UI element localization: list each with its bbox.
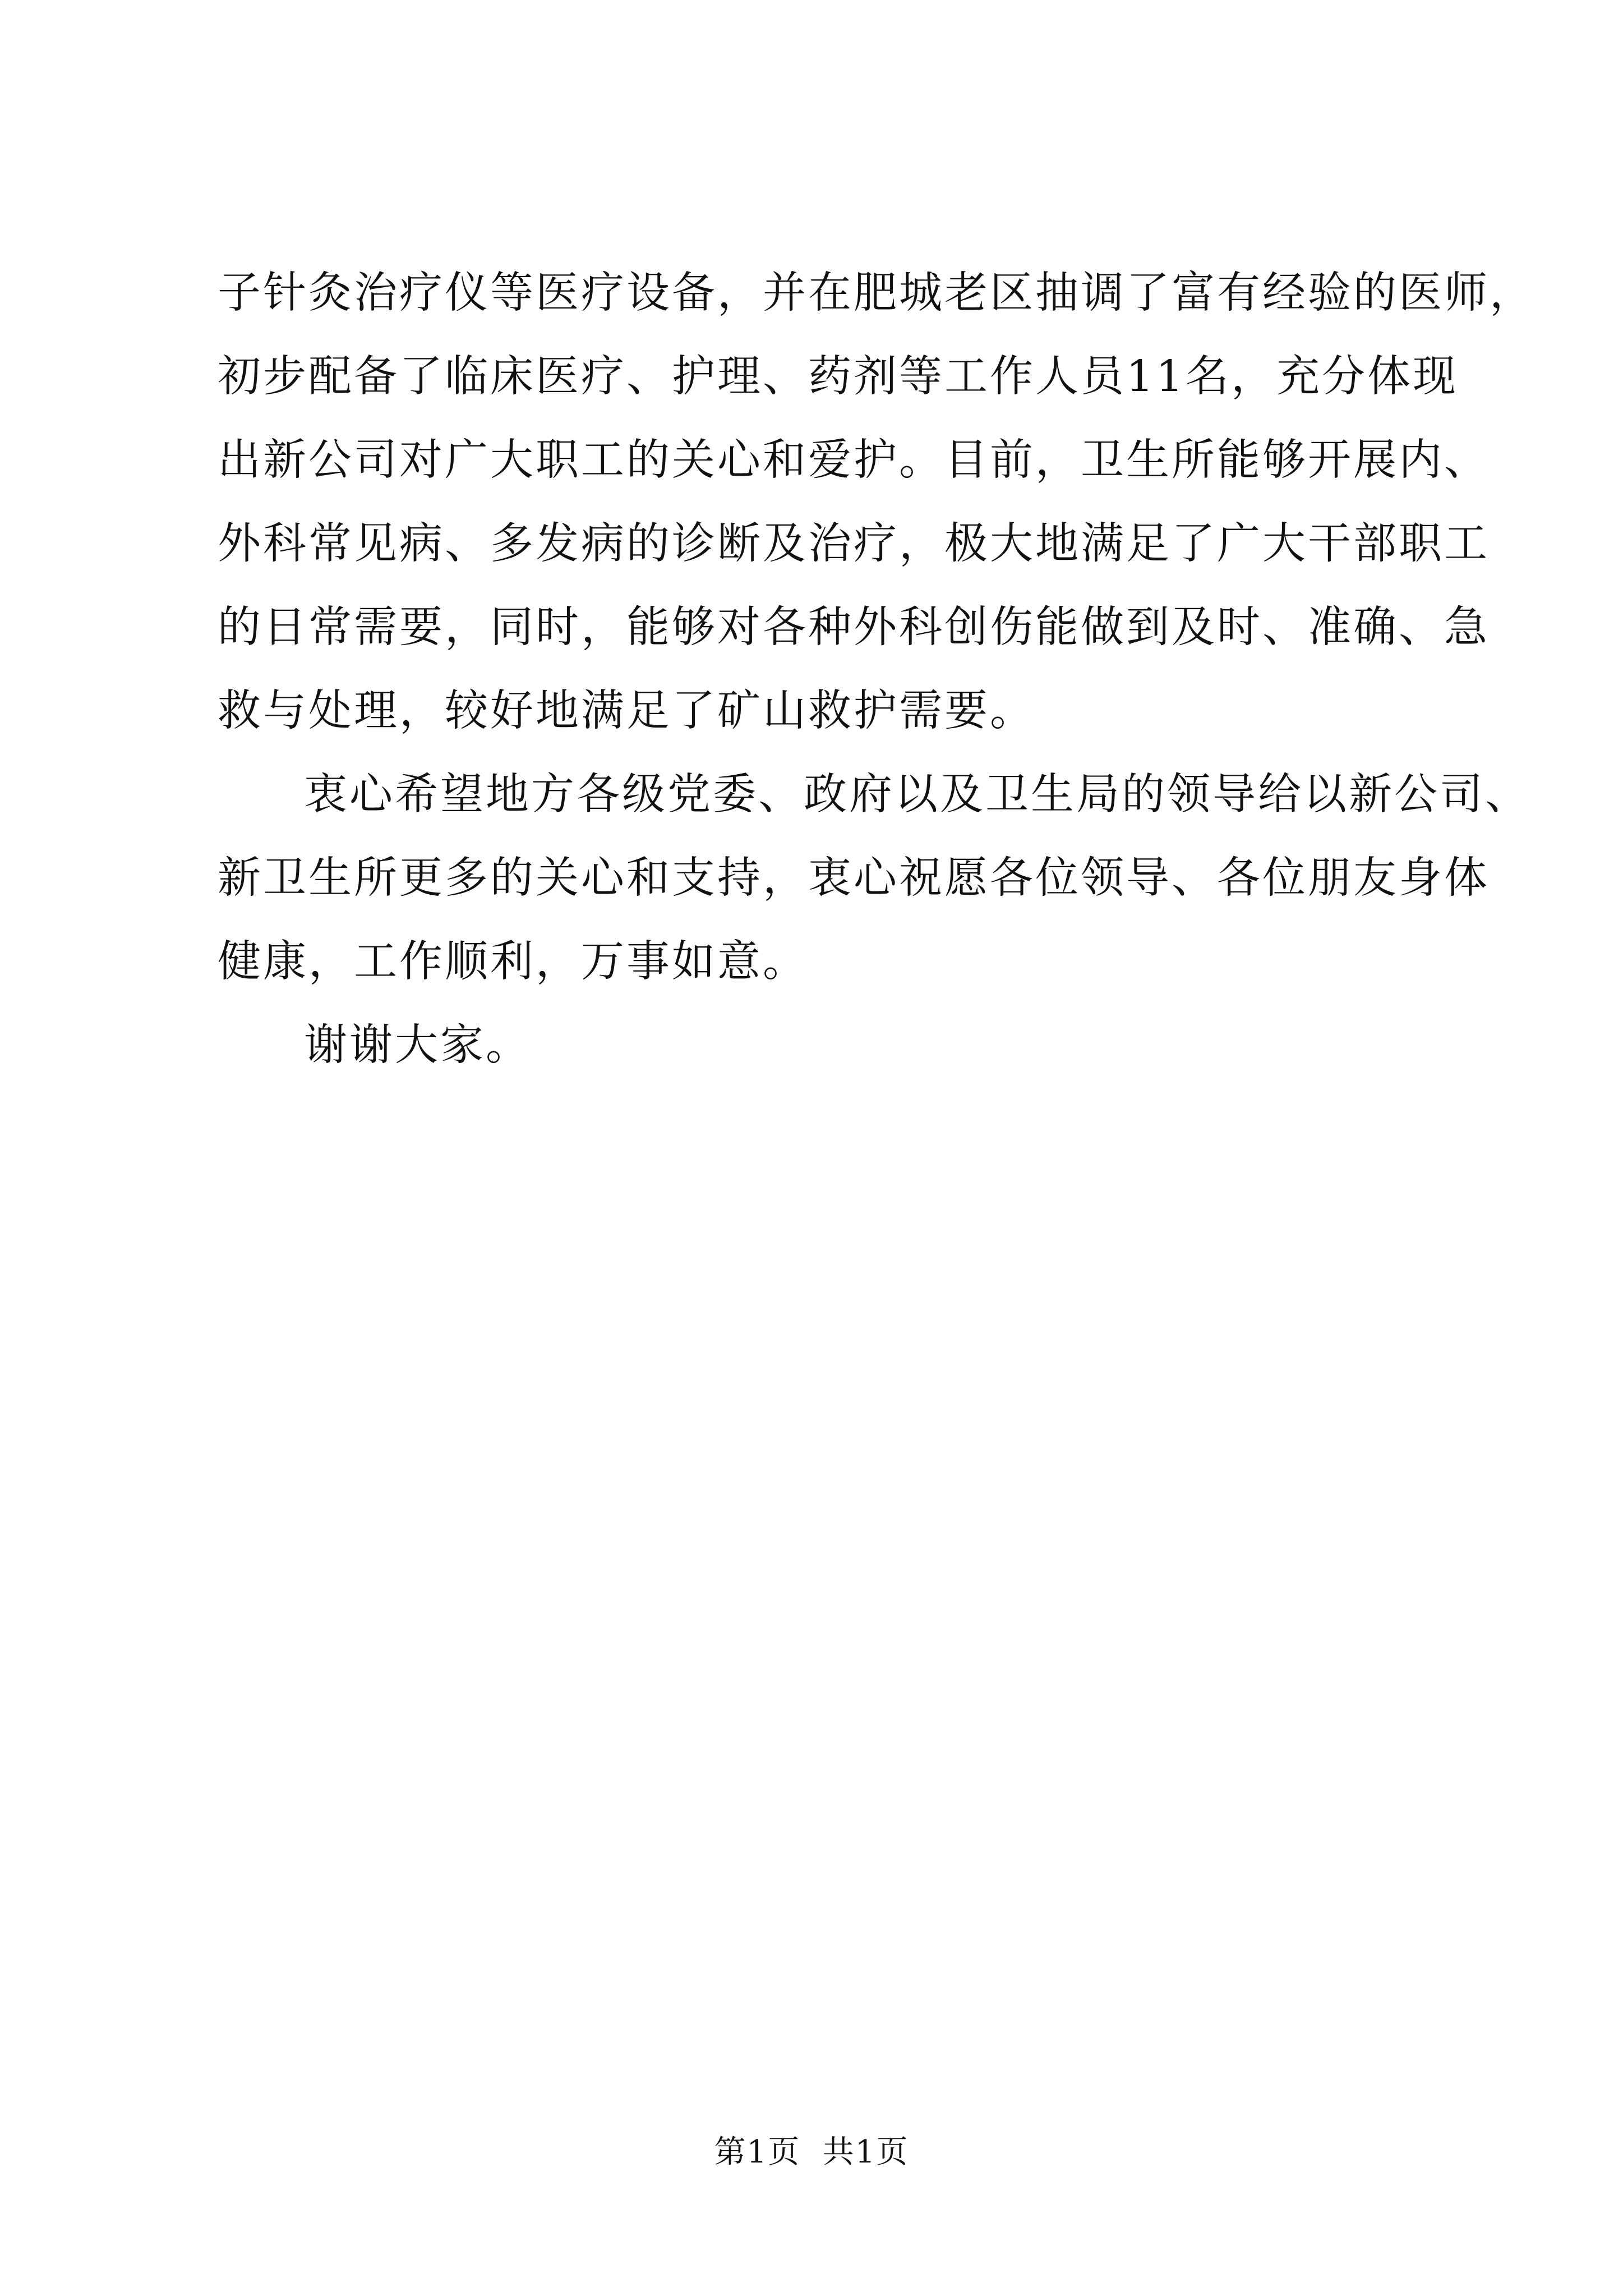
text-line: 出新公司对广大职工的关心和爱护。目前，卫生所能够开展内、 xyxy=(218,435,1490,485)
text-line: 外科常见病、多发病的诊断及治疗，极大地满足了广大干部职工 xyxy=(218,519,1490,569)
footer-prefix: 第 xyxy=(714,2134,747,2170)
text-line: 新卫生所更多的关心和支持，衷心祝愿各位领导、各位朋友身体 xyxy=(218,853,1490,903)
footer-mid: 页 共 xyxy=(768,2134,855,2170)
text-line: 衷心希望地方各级党委、政府以及卫生局的领导给以新公司、 xyxy=(304,770,1530,820)
footer-suffix: 页 xyxy=(876,2134,909,2170)
text-line: 初步配备了临床医疗、护理、药剂等工作人员11名，充分体现 xyxy=(218,352,1458,402)
text-line: 的日常需要，同时，能够对各种外科创伤能做到及时、准确、急 xyxy=(218,602,1490,652)
paragraph-thanks xyxy=(218,1004,1440,1087)
paragraph-wishes xyxy=(218,753,1530,1004)
document-body xyxy=(218,251,1535,1087)
page-footer xyxy=(0,2127,1623,2172)
text-line: 健康，工作顺利，万事如意。 xyxy=(218,937,808,987)
text-line: 救与处理，较好地满足了矿山救护需要。 xyxy=(218,686,1035,736)
paragraph-continuation xyxy=(218,251,1535,753)
text-line: 谢谢大家。 xyxy=(304,1020,531,1070)
text-line: 子针灸治疗仪等医疗设备，并在肥城老区抽调了富有经验的医师， xyxy=(218,268,1535,318)
current-page-number: 1 xyxy=(746,2134,768,2170)
total-pages-number: 1 xyxy=(855,2134,877,2170)
